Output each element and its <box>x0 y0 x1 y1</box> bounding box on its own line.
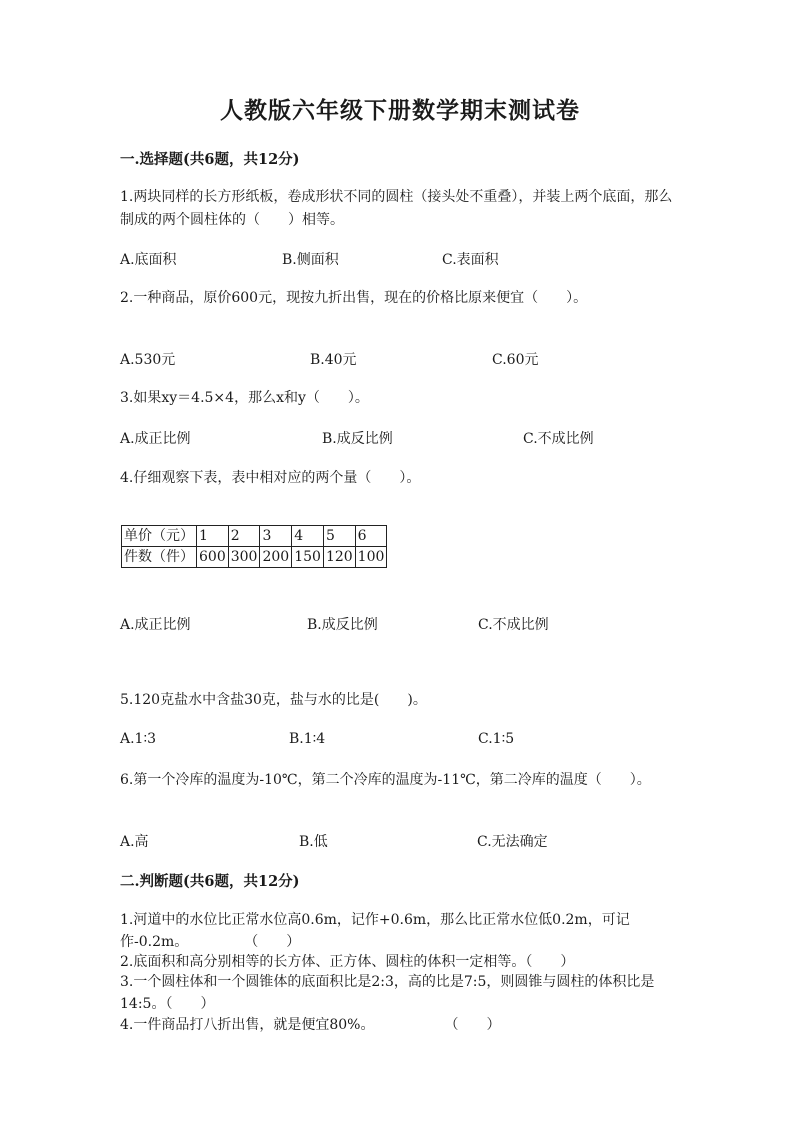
table-cell: 150 <box>292 547 324 568</box>
judgement-item-3: 3.一个圆柱体和一个圆锥体的底面积比是2:3，高的比是7:5，则圆锥与圆柱的体积比是14:5。（ ） <box>120 974 655 1012</box>
option-c: C.1∶5 <box>478 731 515 747</box>
table-cell: 3 <box>260 526 292 547</box>
option-a: A.成正比例 <box>120 431 191 447</box>
option-a: A.1∶3 <box>120 731 157 747</box>
price-quantity-table <box>121 525 387 568</box>
question-4-options <box>120 614 680 634</box>
table-cell: 600 <box>197 547 229 568</box>
option-a: A.成正比例 <box>120 617 191 633</box>
table-cell: 1 <box>197 526 229 547</box>
table-row-price <box>122 526 387 547</box>
question-1: 1.两块同样的长方形纸板，卷成形状不同的圆柱（接头处不重叠），并装上两个底面，那么制成的两个圆柱体的（ ）相等。 <box>120 189 673 228</box>
question-5: 5.120克盐水中含盐30克，盐与水的比是( )。 <box>120 692 427 708</box>
option-c: C.不成比例 <box>478 617 549 633</box>
question-6: 6.第一个冷库的温度为-10℃，第二个冷库的温度为-11℃，第二冷库的温度（ ）。 <box>120 772 651 788</box>
option-a: A.530元 <box>120 352 176 368</box>
option-b: B.成反比例 <box>307 617 378 633</box>
option-b: B.成反比例 <box>322 431 393 447</box>
option-b: B.低 <box>299 834 328 850</box>
question-5-options <box>120 731 680 751</box>
question-1-options <box>120 249 680 269</box>
judgement-item-1: 1.河道中的水位比正常水位高0.6m，记作+0.6m，那么比正常水位低0.2m，可记作-0.2m。 （ ） <box>120 912 630 950</box>
page-title: 人教版六年级下册数学期末测试卷 <box>220 97 580 124</box>
table-cell: 100 <box>355 547 387 568</box>
table-cell: 4 <box>292 526 324 547</box>
option-b: B.1∶4 <box>289 731 326 747</box>
option-b: B.40元 <box>310 352 357 368</box>
option-c: C.60元 <box>492 352 539 368</box>
table-cell: 件数（件） <box>122 547 197 568</box>
option-a: A.高 <box>120 834 149 850</box>
question-2-options <box>120 349 680 369</box>
option-a: A.底面积 <box>120 252 177 268</box>
question-2: 2.一种商品，原价600元，现按九折出售，现在的价格比原来便宜（ ）。 <box>120 290 588 306</box>
table-cell: 6 <box>355 526 387 547</box>
table-cell: 200 <box>260 547 292 568</box>
table-cell: 单价（元） <box>122 526 197 547</box>
question-6-options <box>120 831 680 851</box>
question-3-options <box>120 428 680 448</box>
table-cell: 2 <box>228 526 260 547</box>
table-cell: 300 <box>228 547 260 568</box>
question-4: 4.仔细观察下表，表中相对应的两个量（ ）。 <box>120 470 421 486</box>
option-c: C.无法确定 <box>477 834 548 850</box>
table-cell: 5 <box>323 526 355 547</box>
question-3: 3.如果xy＝4.5×4，那么x和y（ ）。 <box>120 390 369 406</box>
option-c: C.不成比例 <box>523 431 594 447</box>
table-row-quantity <box>122 547 387 568</box>
section-heading-judgement: 二.判断题(共6题，共12分) <box>120 873 300 890</box>
section-heading-choice: 一.选择题(共6题，共12分) <box>120 151 300 168</box>
judgement-item-2: 2.底面积和高分别相等的长方体、正方体、圆柱的体积一定相等。（ ） <box>120 954 575 970</box>
judgement-item-4: 4.一件商品打八折出售，就是便宜80%。 （ ） <box>120 1017 501 1033</box>
table-cell: 120 <box>323 547 355 568</box>
option-c: C.表面积 <box>442 252 499 268</box>
option-b: B.侧面积 <box>282 252 339 268</box>
